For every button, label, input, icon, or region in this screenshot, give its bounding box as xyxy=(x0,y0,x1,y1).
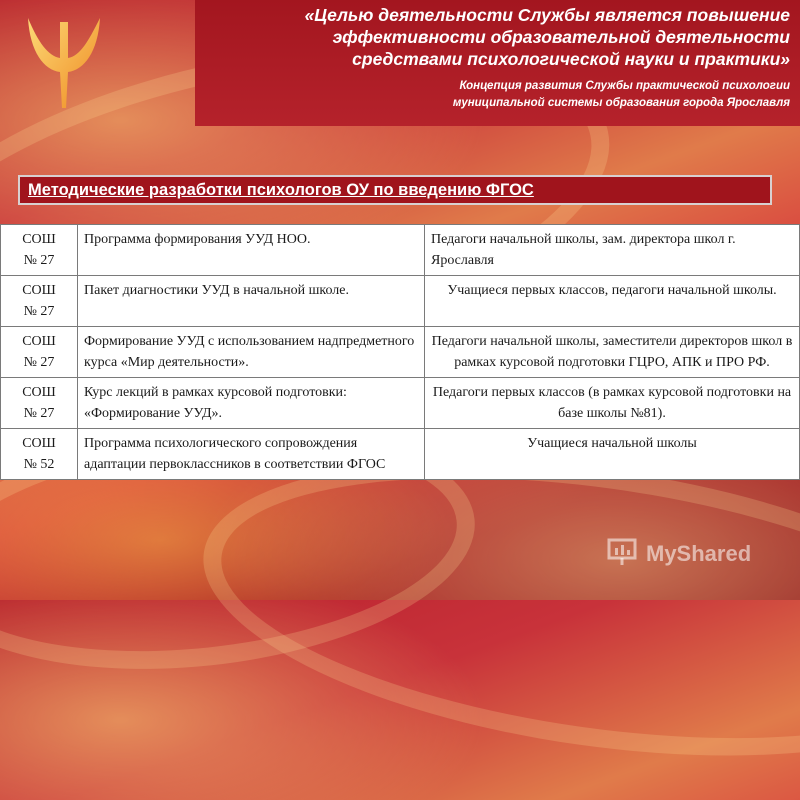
school-cell: СОШ № 52 xyxy=(1,429,78,480)
quote-line: средствами психологической науки и практики» xyxy=(352,49,790,69)
source-line: муниципальной системы образования города Ярославля xyxy=(452,97,790,109)
audience-cell: Учащиеся начальной школы xyxy=(425,429,800,480)
program-cell: Программа формирования УУД НОО. xyxy=(78,225,425,276)
audience-cell: Педагоги первых классов (в рамках курсовой подготовки на базе школы №81). xyxy=(425,378,800,429)
audience-cell: Учащиеся первых классов, педагоги начальной школы. xyxy=(425,276,800,327)
section-title: Методические разработки психологов ОУ по введению ФГОС xyxy=(28,181,534,199)
header-source xyxy=(210,78,790,112)
header-panel xyxy=(195,0,800,126)
school-cell: СОШ № 27 xyxy=(1,327,78,378)
quote-line: эффективности образовательной деятельности xyxy=(332,27,790,47)
program-cell: Курс лекций в рамках курсовой подготовки: «Формирование УУД». xyxy=(78,378,425,429)
school-cell: СОШ № 27 xyxy=(1,276,78,327)
audience-cell: Педагоги начальной школы, зам. директора школ г. Ярославля xyxy=(425,225,800,276)
developments-table xyxy=(0,224,800,480)
quote-line: «Целью деятельности Службы является повышение xyxy=(304,5,790,25)
table-row xyxy=(1,429,800,480)
table-row xyxy=(1,276,800,327)
program-cell: Программа психологического сопровождения адаптации первоклассников в соответствии ФГОС xyxy=(78,429,425,480)
program-cell: Формирование УУД с использованием надпредметного курса «Мир деятельности». xyxy=(78,327,425,378)
psi-logo-icon xyxy=(22,12,104,112)
audience-cell: Педагоги начальной школы, заместители директоров школ в рамках курсовой подготовки ГЦРО, АПК и ПРО РФ. xyxy=(425,327,800,378)
source-line: Концепция развития Службы практической психологии xyxy=(459,80,790,92)
program-cell: Пакет диагностики УУД в начальной школе. xyxy=(78,276,425,327)
school-cell: СОШ № 27 xyxy=(1,378,78,429)
table-row xyxy=(1,327,800,378)
presentation-icon xyxy=(607,538,641,566)
header-quote xyxy=(210,4,790,70)
section-title-bar xyxy=(18,175,772,205)
watermark-text: MyShared xyxy=(646,541,752,566)
table-row xyxy=(1,225,800,276)
school-cell: СОШ № 27 xyxy=(1,225,78,276)
table-row xyxy=(1,378,800,429)
